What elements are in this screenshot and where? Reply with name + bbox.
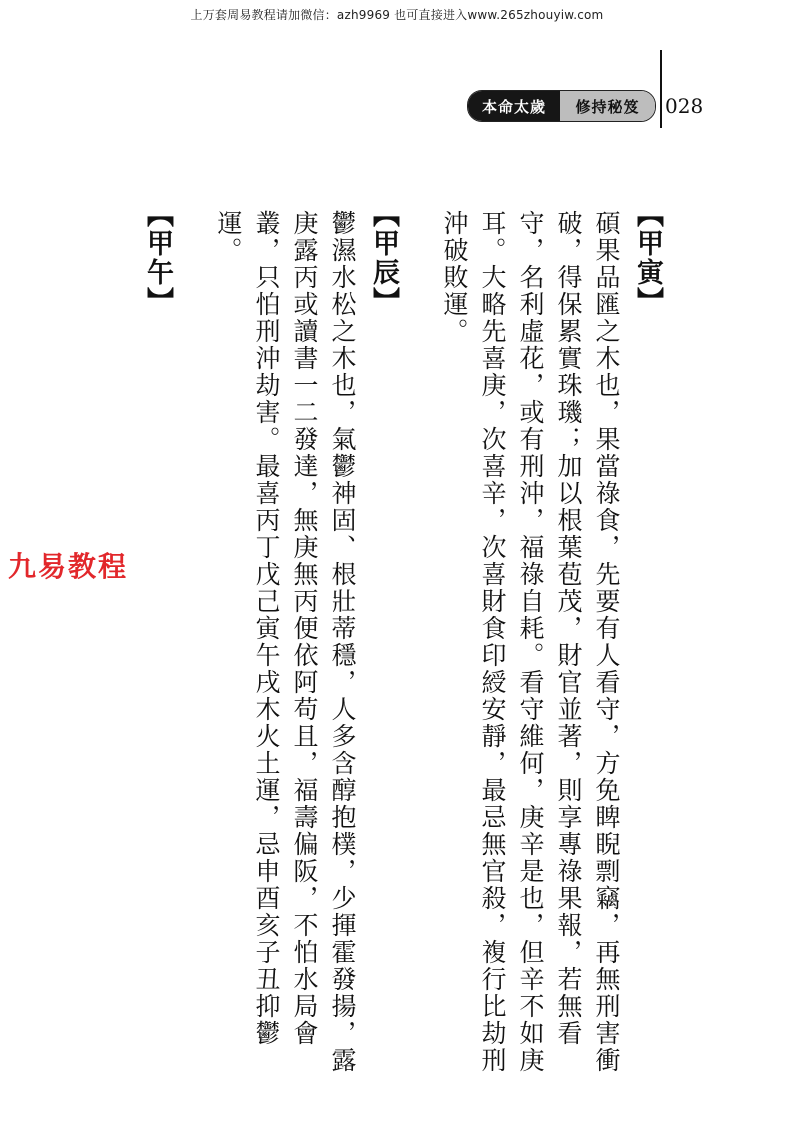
heading-jiawu: 【甲午】 [142, 200, 173, 316]
text-column: 運。 [214, 210, 243, 264]
heading-jiachen: 【甲辰】 [368, 200, 399, 316]
book-title-pill [467, 90, 656, 122]
heading-jiayin: 【甲寅】 [632, 200, 663, 316]
text-column: 耳。大略先喜庚，次喜辛，次喜財食印綬安靜，最忌無官殺，複行比劫刑 [478, 210, 507, 1074]
text-column: 鬱濕水松之木也，氣鬱神固、根壯蒂穩，人多含醇抱樸，少揮霍發揚，露 [328, 210, 357, 1074]
text-column: 庚露丙或讀書一二發達，無庚無丙便依阿苟且，福壽偏阪，不怕水局會 [290, 210, 319, 1047]
header-rule [660, 50, 662, 128]
watermark-logo: 九易教程 [8, 550, 129, 583]
text-column: 守，名利虛花，或有刑沖，福祿自耗。看守維何，庚辛是也，但辛不如庚 [516, 210, 545, 1074]
book-title-dark: 本命太歲 [468, 91, 560, 121]
text-column: 叢，只怕刑沖劫害。最喜丙丁戊己寅午戌木火土運，忌申酉亥子丑抑鬱 [252, 210, 281, 1047]
text-column: 破，得保累實珠璣；加以根葉苞茂，財官並著，則享專祿果報，若無看 [554, 210, 583, 1047]
top-banner: 上万套周易教程请加微信：azh9969 也可直接进入www.265zhouyiw.com [190, 8, 604, 22]
text-column: 碩果品匯之木也，果當祿食，先要有人看守，方免睥睨剽竊，再無刑害衝 [592, 210, 621, 1074]
page-number: 028 [665, 94, 704, 118]
book-title-light: 修持秘笈 [560, 91, 655, 121]
text-column: 沖破敗運。 [440, 210, 469, 345]
